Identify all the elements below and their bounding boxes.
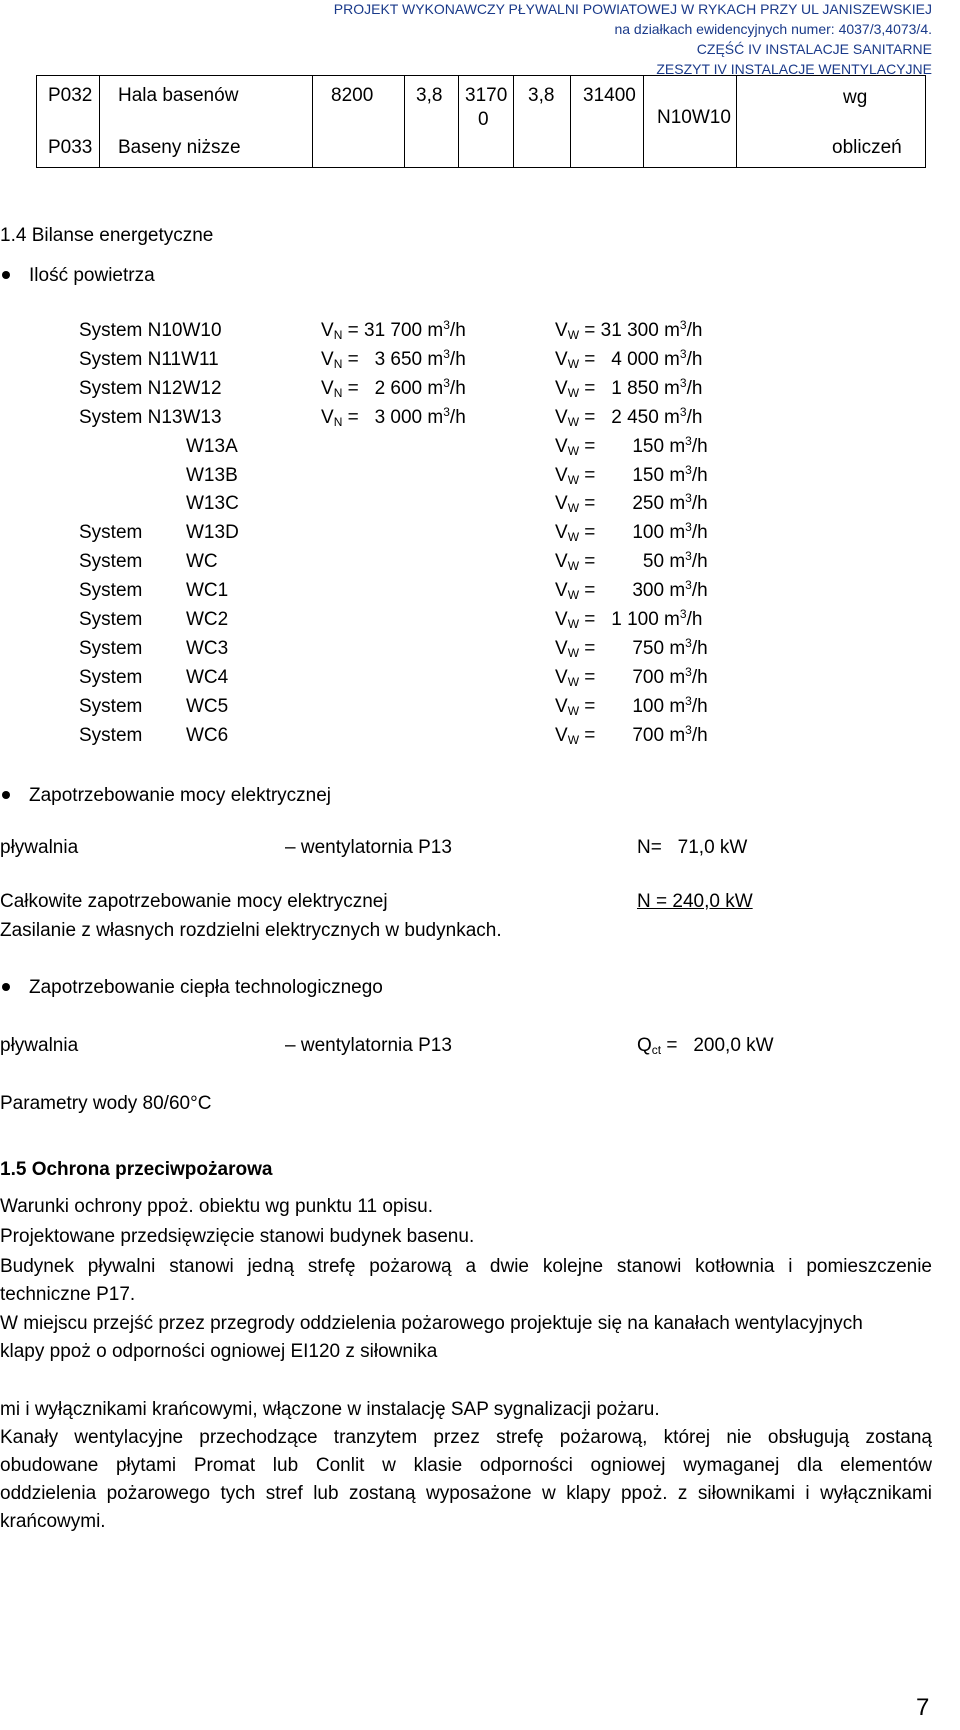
table-cell-note: obliczeń — [832, 137, 902, 158]
heat-location: pływalnia — [0, 1035, 79, 1056]
section-title-fire: 1.5 Ochrona przeciwpożarowa — [0, 1159, 273, 1180]
exhaust-airflow: $V_W$ = 150 $m^3/h$ — [555, 462, 708, 487]
heat-room: – wentylatornia P13 — [285, 1035, 452, 1056]
fire-paragraph: klapy ppoż o odporności ogniowej EI120 z siłownika — [0, 1341, 438, 1362]
table-cell-volume: 3170 — [465, 85, 508, 106]
bullet-power-demand: Zapotrzebowanie mocy elektrycznej — [29, 785, 332, 806]
table-cell-airflow: 31400 — [583, 85, 636, 106]
exhaust-airflow: $V_W$ = 700 $m^3/h$ — [555, 664, 708, 689]
system-label: System N10W10 — [79, 320, 222, 341]
bullet-icon — [2, 271, 10, 279]
system-id: W13C — [186, 493, 239, 515]
exhaust-airflow: $V_W$ = 750 $m^3/h$ — [555, 635, 708, 660]
fire-paragraph: Projektowane przedsięwzięcie stanowi budynek basenu. — [0, 1226, 475, 1247]
header-volume: ZESZYT IV INSTALACJE WENTYLACYJNE — [656, 61, 932, 77]
power-room: – wentylatornia P13 — [285, 837, 452, 858]
table-cell-system: N10W10 — [657, 107, 731, 128]
fire-paragraph: techniczne P17. — [0, 1284, 136, 1305]
exhaust-airflow: $V_W = 2$ 450 $m^3/h$ — [555, 404, 703, 429]
fire-paragraph: Kanały wentylacyjne przechodzące tranzytem przez strefę pożarową, której nie obsługują zostaną — [0, 1427, 932, 1448]
exhaust-airflow: $V_W$ = 50 $m^3/h$ — [555, 549, 708, 574]
supply-airflow: $V_N = 3$ 650 $m^3/h$ — [321, 346, 466, 371]
supply-note: Zasilanie z własnych rozdzielni elektrycznych w budynkach. — [0, 920, 502, 941]
table-cell-name: Hala basenów — [118, 85, 239, 106]
system-id: WC3 — [186, 637, 229, 659]
system-label: System — [79, 609, 143, 630]
fire-paragraph: Budynek pływalni stanowi jedną strefę pożarową a dwie kolejne stanowi kotłownia i pomieszczenie — [0, 1256, 932, 1277]
system-label: System — [79, 522, 143, 544]
bullet-heat-demand: Zapotrzebowanie ciepła technologicznego — [29, 977, 383, 998]
fire-paragraph: oddzielenia pożarowego tych stref lub zostaną wyposażone w klapy ppoż. z siłownikami i wyłącznikami — [0, 1483, 932, 1504]
supply-airflow: $V_N = 3$ 000 $m^3/h$ — [321, 404, 466, 429]
table-cell-area: 8200 — [331, 85, 374, 106]
section-title-energy: 1.4 Bilanse energetyczne — [0, 225, 214, 246]
fire-paragraph: krańcowymi. — [0, 1511, 106, 1532]
exhaust-airflow: $V_W$ = 300 $m^3/h$ — [555, 578, 708, 603]
bullet-icon — [2, 791, 10, 799]
exhaust-airflow: $V_W$ = 100 $m^3/h$ — [555, 693, 708, 718]
system-id: WC2 — [186, 609, 229, 630]
exhaust-airflow: $V_W$ = 100 $m^3/h$ — [555, 520, 708, 545]
total-power-value: N = 240,0 kW — [637, 891, 753, 912]
exhaust-airflow: $V_W = 31$ 300 $m^3/h$ — [555, 318, 703, 342]
system-id: WC — [186, 551, 218, 573]
exhaust-airflow: $V_W$ = 700 $m^3/h$ — [555, 722, 708, 747]
fire-paragraph: W miejscu przejść przez przegrody oddzielenia pożarowego projektuje się na kanałach wentylacyjnych — [0, 1313, 863, 1334]
total-power-label: Całkowite zapotrzebowanie mocy elektrycznej — [0, 891, 388, 912]
exhaust-airflow: $V_W = 1$ 100 $m^3/h$ — [555, 607, 703, 631]
fire-paragraph: Warunki ochrony ppoż. obiektu wg punktu 11 opisu. — [0, 1196, 434, 1217]
exhaust-airflow: $V_W = 4$ 000 $m^3/h$ — [555, 346, 703, 371]
power-location: pływalnia — [0, 837, 79, 858]
fire-paragraph: mi i wyłącznikami krańcowymi, włączone w instalację SAP sygnalizacji pożaru. — [0, 1399, 660, 1420]
bullet-icon — [2, 983, 10, 991]
system-id: W13A — [186, 435, 238, 457]
supply-airflow: $V_N = 2$ 600 $m^3/h$ — [321, 375, 466, 400]
header-part: CZĘŚĆ IV INSTALACJE SANITARNE — [696, 41, 932, 57]
exhaust-airflow: $V_W = 1$ 850 $m^3/h$ — [555, 375, 703, 400]
table-cell-volume-wrap: 0 — [478, 109, 489, 130]
fire-paragraph: obudowane płytami Promat lub Conlit w klasie odporności ogniowej wymaganej dla elementów — [0, 1455, 932, 1476]
bullet-air-quantity: Ilość powietrza — [29, 265, 155, 286]
water-parameters: Parametry wody 80/60°C — [0, 1093, 212, 1114]
page-number: 7 — [916, 1694, 930, 1721]
system-id: WC1 — [186, 580, 229, 602]
table-cell-height: 3,8 — [416, 85, 443, 106]
system-label: System — [79, 666, 143, 688]
exhaust-airflow: $V_W$ = 250 $m^3/h$ — [555, 491, 708, 516]
system-id: WC5 — [186, 695, 229, 717]
system-id: WC4 — [186, 666, 229, 688]
supply-airflow: $V_N = 31$ 700 $m^3/h$ — [321, 318, 466, 342]
system-label: System N12W12 — [79, 377, 222, 399]
heat-value: $Q_{ct} = 200,0$ kW — [637, 1035, 774, 1057]
header-plots: na działkach ewidencyjnych numer: 4037/3,4073/4. — [614, 21, 932, 37]
system-id: W13B — [186, 464, 238, 486]
system-label: System — [79, 695, 143, 717]
table-cell-note: wg — [843, 87, 868, 108]
table-cell-name: Baseny niższe — [118, 137, 241, 158]
power-value: N= 71,0 kW — [637, 837, 748, 858]
header-project: PROJEKT WYKONAWCZY PŁYWALNI POWIATOWEJ W RYKACH PRZY UL JANISZEWSKIEJ — [333, 1, 932, 17]
system-label: System — [79, 637, 143, 659]
system-id: WC6 — [186, 724, 229, 746]
system-label: System N11W11 — [79, 348, 219, 370]
system-label: System — [79, 724, 143, 746]
system-label: System — [79, 551, 143, 573]
exhaust-airflow: $V_W$ = 150 $m^3/h$ — [555, 433, 708, 458]
table-cell-code: P033 — [48, 137, 93, 158]
system-label: System — [79, 580, 143, 602]
system-id: W13D — [186, 522, 239, 544]
table-cell-exchange: 3,8 — [528, 85, 555, 106]
system-label: System N13W13 — [79, 406, 222, 428]
table-cell-code: P032 — [48, 85, 93, 106]
